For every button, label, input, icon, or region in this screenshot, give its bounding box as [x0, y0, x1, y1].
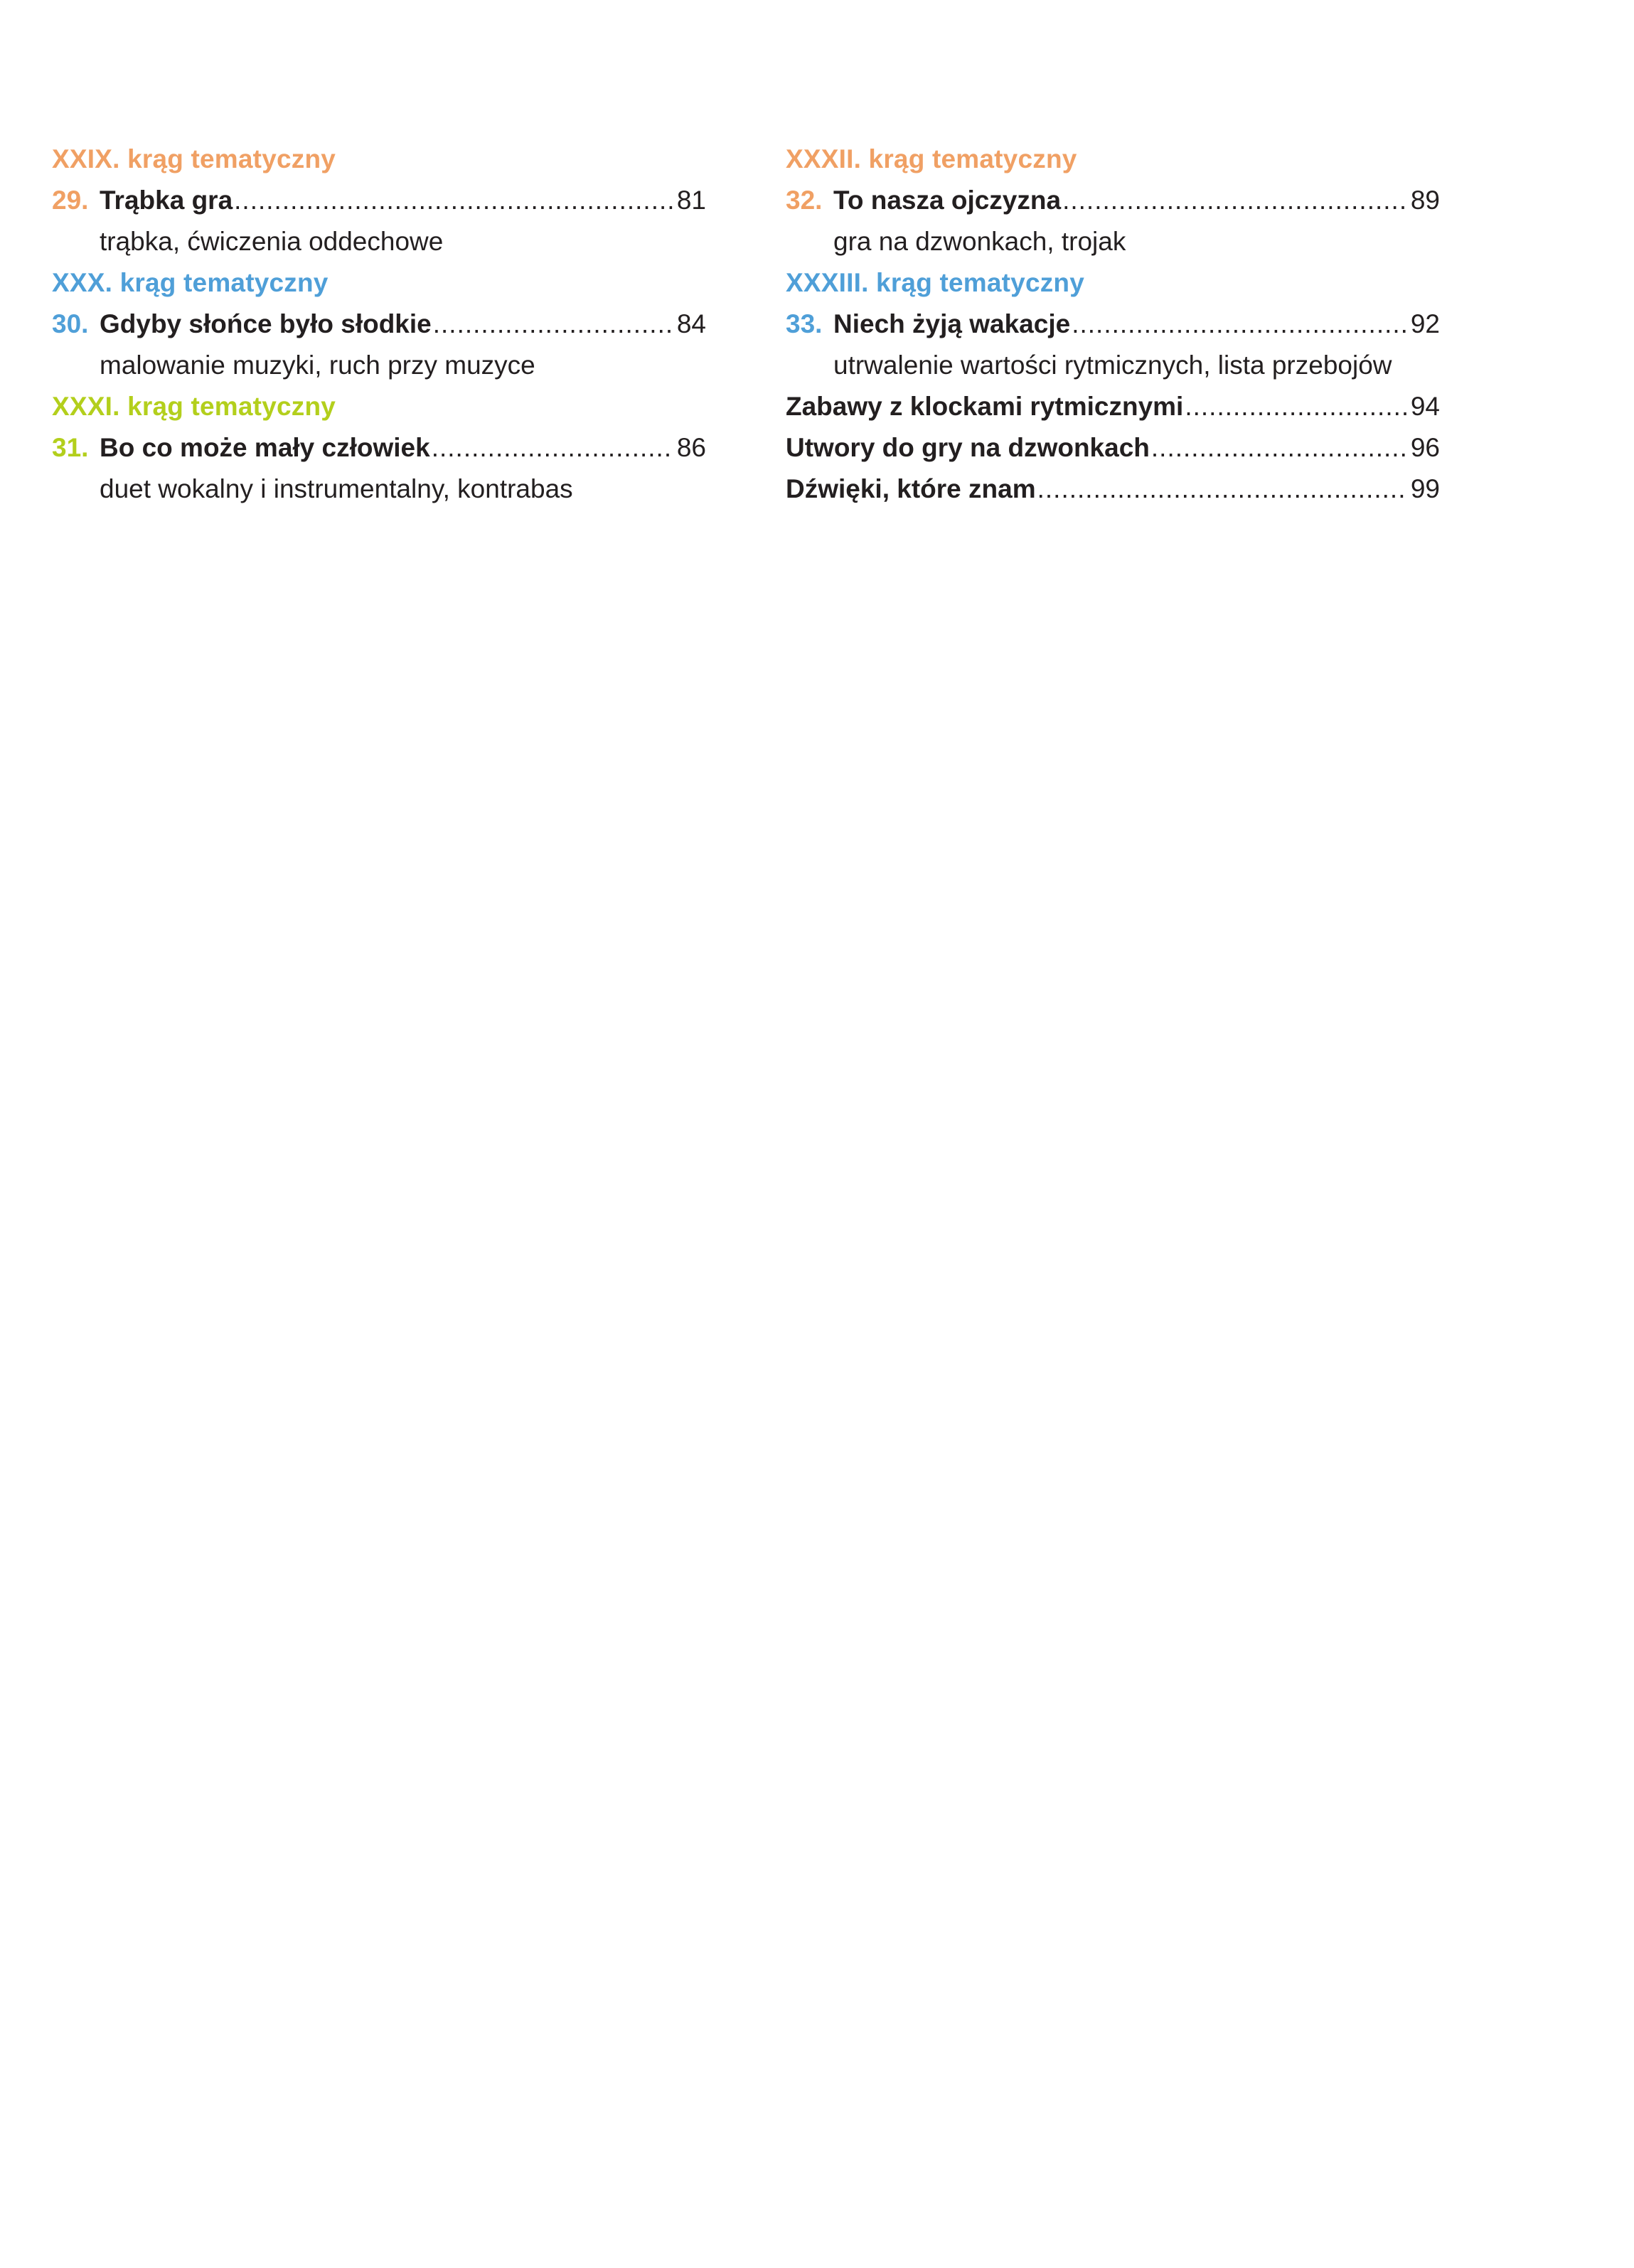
entry-title: To nasza ojczyzna	[833, 186, 1062, 215]
circle-heading-xxxiii: XXXIII. krąg tematyczny	[786, 268, 1085, 297]
dot-leader	[432, 427, 674, 469]
toc-left-column	[52, 139, 706, 510]
circle-heading-xxxii: XXXII. krąg tematyczny	[786, 144, 1077, 173]
entry-page-number: 92	[1410, 309, 1440, 338]
entry-topics: utrwalenie wartości rytmicznych, lista przebojów	[833, 351, 1392, 380]
dot-leader	[433, 304, 674, 345]
toc-entry-rhythm-blocks[interactable]	[786, 386, 1440, 427]
entry-page-number: 89	[1410, 186, 1440, 215]
entry-title: Zabawy z klockami rytmicznymi	[786, 392, 1184, 421]
entry-page-number: 84	[676, 309, 706, 338]
entry-title: Bo co może mały człowiek	[100, 433, 430, 462]
entry-title: Gdyby słońce było słodkie	[100, 309, 432, 338]
entry-title: Trąbka gra	[100, 186, 233, 215]
entry-title: Niech żyją wakacje	[833, 309, 1071, 338]
dot-leader	[1072, 304, 1408, 345]
entry-page-number: 96	[1410, 433, 1440, 462]
circle-heading-xxxi: XXXI. krąg tematyczny	[52, 392, 336, 421]
dot-leader	[1151, 427, 1408, 469]
toc-entry-bells-pieces[interactable]	[786, 427, 1440, 469]
toc-entry-29[interactable]	[52, 180, 706, 221]
entry-number: 31.	[52, 433, 89, 462]
circle-heading-xxx: XXX. krąg tematyczny	[52, 268, 329, 297]
toc-entry-31[interactable]	[52, 427, 706, 469]
entry-topics: gra na dzwonkach, trojak	[833, 227, 1126, 256]
entry-page-number: 94	[1410, 392, 1440, 421]
entry-title: Dźwięki, które znam	[786, 474, 1036, 503]
entry-topics: duet wokalny i instrumentalny, kontrabas	[100, 474, 573, 503]
entry-number: 32.	[786, 186, 823, 215]
entry-topics: trąbka, ćwiczenia oddechowe	[100, 227, 444, 256]
toc-entry-33[interactable]	[786, 304, 1440, 345]
dot-leader	[234, 180, 674, 221]
entry-title: Utwory do gry na dzwonkach	[786, 433, 1150, 462]
entry-page-number: 99	[1410, 474, 1440, 503]
toc-right-column	[786, 139, 1440, 510]
entry-number: 29.	[52, 186, 89, 215]
entry-number: 30.	[52, 309, 89, 338]
toc-entry-30[interactable]	[52, 304, 706, 345]
dot-leader	[1037, 469, 1408, 510]
dot-leader	[1062, 180, 1408, 221]
toc-entry-known-sounds[interactable]	[786, 469, 1440, 510]
entry-topics: malowanie muzyki, ruch przy muzyce	[100, 351, 535, 380]
entry-number: 33.	[786, 309, 823, 338]
entry-page-number: 81	[676, 186, 706, 215]
toc-entry-32[interactable]	[786, 180, 1440, 221]
circle-heading-xxix: XXIX. krąg tematyczny	[52, 144, 336, 173]
entry-page-number: 86	[676, 433, 706, 462]
dot-leader	[1185, 386, 1408, 427]
